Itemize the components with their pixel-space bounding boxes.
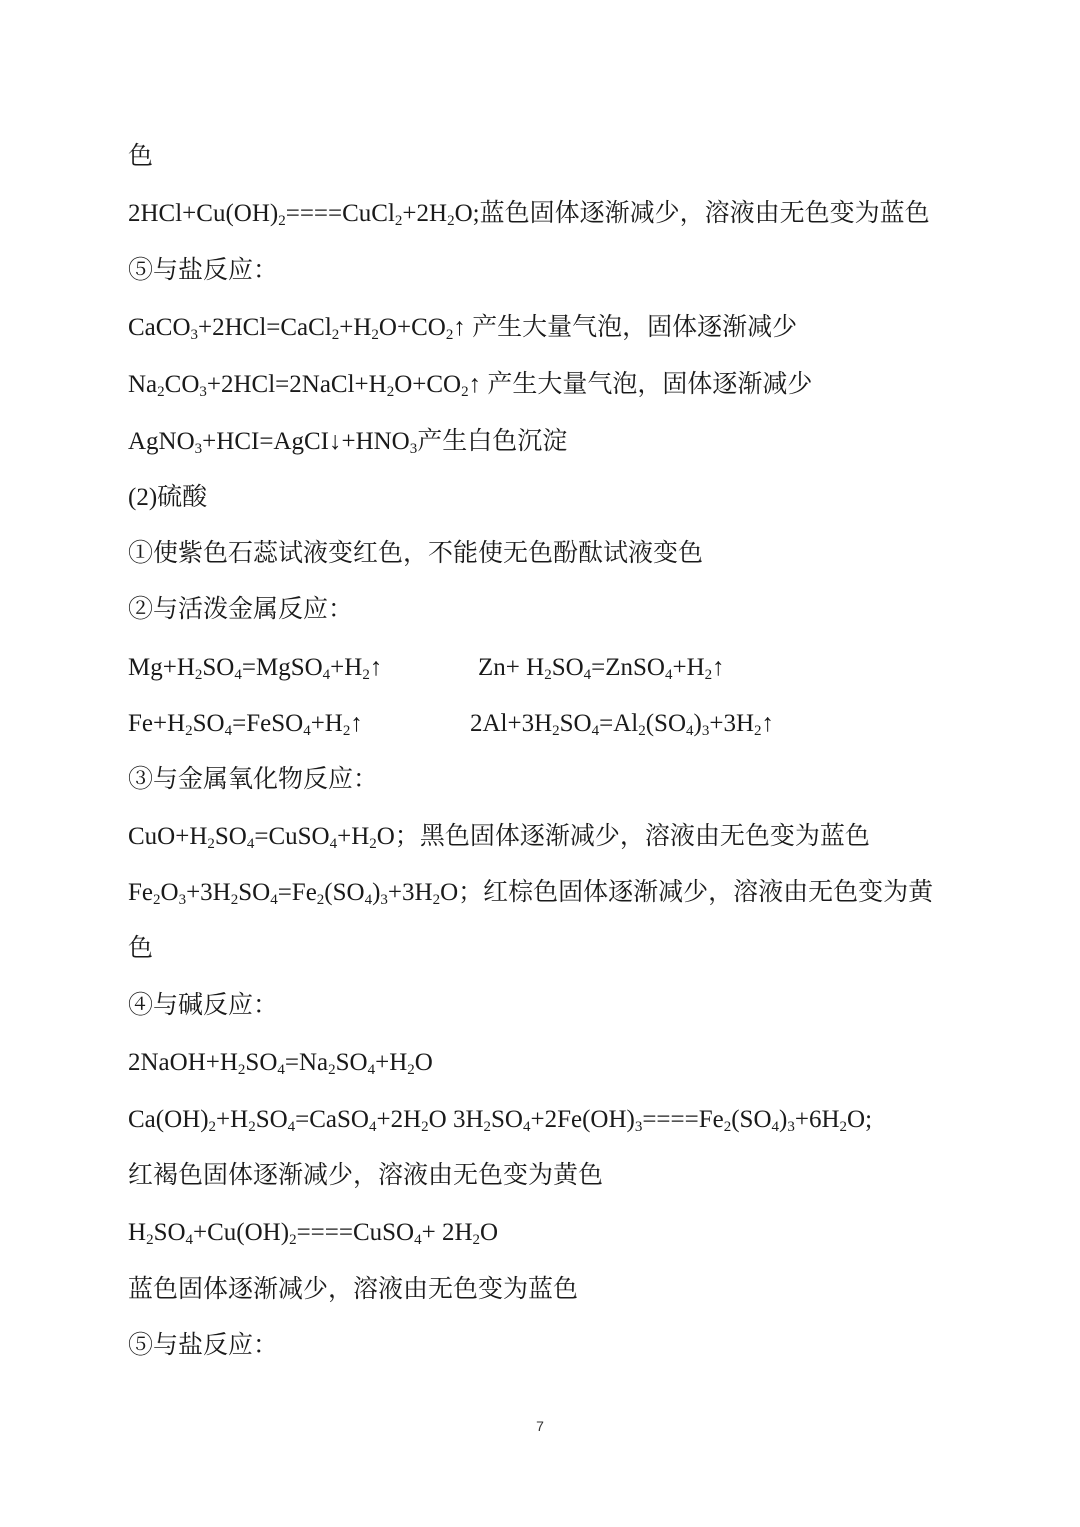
subscript: 4 <box>185 1232 194 1248</box>
heading-salt-reaction: ⑤与盐反应： <box>128 257 279 284</box>
section-sulfuric-acid: (2)硫酸 <box>128 484 208 511</box>
subscript: 3 <box>380 892 388 908</box>
equation-caco3-hcl: $CaCO_3+2HCl=CaCl_2+H_2O+CO_2↑$ 产生大量气泡，固体逐渐减少 <box>128 314 798 343</box>
formula-text: =FeSO <box>232 710 304 737</box>
subscript: 4 <box>364 892 373 908</box>
subscript: 2 <box>723 1119 732 1135</box>
subscript: 4 <box>329 836 338 852</box>
subscript: 3 <box>199 384 207 400</box>
formula-text: Fe+H <box>128 710 186 737</box>
subscript: 2 <box>544 667 552 683</box>
subscript: 2 <box>839 1119 848 1135</box>
heading-active-metal: ②与活泼金属反应： <box>128 596 354 623</box>
formula-text: ====CuCl <box>285 200 395 227</box>
subscript: 3 <box>701 723 710 739</box>
formula-text: CaCO <box>128 314 191 341</box>
formula-text: O； <box>440 879 484 906</box>
heading-salt-reaction-2: ⑤与盐反应： <box>128 1332 279 1359</box>
formula-text: =CaSO <box>295 1106 369 1133</box>
subscript: 4 <box>287 1119 296 1135</box>
formula-text: +3H <box>709 710 755 737</box>
subscript: 2 <box>472 1232 481 1248</box>
formula-text: SO <box>202 654 235 681</box>
subscript: 4 <box>368 1119 377 1135</box>
subscript: 2 <box>447 213 455 229</box>
equation-caoh2-feoh3 <box>128 1104 872 1136</box>
heading-metal-oxide: ③与金属氧化物反应： <box>128 766 379 793</box>
subscript: 2 <box>362 667 370 683</box>
subscript: 2 <box>153 892 161 908</box>
formula-text: ) <box>372 879 381 906</box>
equation-h2so4-cuoh2 <box>128 1217 498 1249</box>
formula-text: SO <box>559 710 592 737</box>
subscript: 4 <box>686 723 694 739</box>
formula-text: O; <box>847 1106 873 1133</box>
subscript: 3 <box>787 1119 795 1135</box>
formula-text: AgNO <box>128 428 195 455</box>
subscript: 4 <box>583 667 592 683</box>
formula-text: +3H <box>387 879 433 906</box>
subscript: 2 <box>371 327 379 343</box>
equation-na2co3-hcl: $Na_2CO_3+2HCl=2NaCl+H_2O+CO_2↑$ 产生大量气泡，固体逐渐减少 <box>128 371 813 400</box>
subscript: 2 <box>754 723 762 739</box>
formula-text: ↑ <box>350 710 363 737</box>
subscript: 2 <box>248 1119 256 1135</box>
subscript: 2 <box>328 1062 336 1078</box>
subscript: 2 <box>208 1119 217 1135</box>
formula-text: CO <box>164 371 200 398</box>
subscript: 2 <box>394 213 403 229</box>
formula-text: SO <box>214 823 247 850</box>
formula-text: +HCI=AgCI↓+HNO <box>202 428 410 455</box>
subscript: 2 <box>194 667 203 683</box>
formula-text: (SO <box>324 879 365 906</box>
subscript: 4 <box>303 723 311 739</box>
subscript: 3 <box>634 1119 643 1135</box>
formula-text: +2H <box>376 1106 422 1133</box>
formula-text: Fe <box>128 879 153 906</box>
formula-text: O 3H <box>428 1106 484 1133</box>
text-red-brown: 红褐色固体逐渐减少，溶液由无色变为黄色 <box>128 1162 604 1189</box>
subscript: 4 <box>246 836 255 852</box>
subscript: 2 <box>230 892 239 908</box>
subscript: 2 <box>704 667 713 683</box>
subscript: 2 <box>638 723 646 739</box>
formula-text: O <box>414 1049 433 1076</box>
formula-text: SO <box>335 1049 368 1076</box>
formula-text: Zn+ H <box>478 654 545 681</box>
formula-text: + 2H <box>421 1219 473 1246</box>
subscript: 2 <box>421 1119 429 1135</box>
equation-agno3-hcl: $AgNO_3+HCI=AgCI↓+HNO_3$产生白色沉淀 <box>128 428 568 457</box>
formula-text: O+CO <box>394 371 462 398</box>
equation-fe-h2so4 <box>128 708 363 740</box>
formula-text: 2HCl+Cu(OH) <box>128 200 279 227</box>
subscript: 3 <box>178 892 187 908</box>
formula-text: ↑ <box>369 654 383 681</box>
subscript: 2 <box>432 892 441 908</box>
formula-text: SO <box>153 1219 186 1246</box>
formula-text: +2H <box>402 200 448 227</box>
formula-text: +2HCl=CaCl <box>198 314 332 341</box>
formula-text: =Na <box>284 1049 329 1076</box>
formula-text: ↑ <box>453 314 466 341</box>
formula-text: ↑ <box>761 710 775 737</box>
formula-text: +2Fe(OH) <box>530 1106 635 1133</box>
formula-text: ↑ <box>468 371 482 398</box>
heading-base-reaction: ④与碱反应： <box>128 992 279 1019</box>
subscript: 2 <box>207 836 215 852</box>
formula-text: +H <box>337 823 370 850</box>
subscript: 2 <box>407 1062 415 1078</box>
subscript: 2 <box>185 723 193 739</box>
formula-text: +H <box>216 1106 249 1133</box>
formula-text: O; <box>454 200 480 227</box>
subscript: 4 <box>322 667 331 683</box>
formula-text: 2NaOH+H <box>128 1049 238 1076</box>
subscript: 2 <box>445 327 454 343</box>
equation-naoh-h2so4 <box>128 1047 433 1079</box>
formula-text: SO <box>192 710 225 737</box>
formula-text: SO <box>238 879 271 906</box>
formula-text: +Cu(OH) <box>193 1219 290 1246</box>
formula-text: SO <box>551 654 584 681</box>
subscript: 4 <box>414 1232 422 1248</box>
formula-text: +H <box>375 1049 408 1076</box>
formula-text: +2HCl=2NaCl+H <box>206 371 387 398</box>
subscript: 4 <box>270 892 278 908</box>
equation-al-h2so4 <box>470 708 774 740</box>
formula-text: O <box>480 1219 499 1246</box>
formula-text: O； <box>376 823 420 850</box>
formula-text: SO <box>491 1106 523 1133</box>
formula-text: (SO <box>645 710 687 737</box>
formula-text: ) <box>779 1106 788 1133</box>
subscript: 2 <box>146 1232 154 1248</box>
subscript: 2 <box>278 213 286 229</box>
equation-cuo-h2so4: $CuO+H_2SO_4=CuSO_4+H_2O$；黑色固体逐渐减少，溶液由无色变为蓝色 <box>128 823 870 852</box>
formula-text: O+CO <box>378 314 446 341</box>
subscript: 2 <box>331 327 340 343</box>
subscript: 2 <box>342 723 351 739</box>
text-line-color: 色 <box>128 935 154 962</box>
subscript: 2 <box>369 836 377 852</box>
equation-hcl-cuoh2: $2HCl+Cu(OH)_2====CuCl_2+2H_2O$;蓝色固体逐渐减少，溶液由无色变为蓝色 <box>128 200 930 229</box>
subscript: 4 <box>591 723 600 739</box>
subscript: 4 <box>664 667 673 683</box>
subscript: 2 <box>552 723 560 739</box>
formula-text: SO <box>245 1049 278 1076</box>
subscript: 4 <box>367 1062 376 1078</box>
formula-text: Na <box>128 371 158 398</box>
subscript: 4 <box>771 1119 780 1135</box>
formula-text: ↑ <box>712 654 725 681</box>
formula-text: Ca(OH) <box>128 1106 209 1133</box>
formula-text: H <box>128 1219 147 1246</box>
subscript: 4 <box>522 1119 531 1135</box>
formula-text: =MgSO <box>241 654 323 681</box>
subscript: 3 <box>409 441 418 457</box>
subscript: 2 <box>386 384 395 400</box>
formula-text: CuO+H <box>128 823 208 850</box>
formula-text: +H <box>330 654 363 681</box>
formula-text: 2Al+3H <box>470 710 553 737</box>
formula-text: =ZnSO <box>591 654 665 681</box>
formula-text: =Fe <box>277 879 317 906</box>
subscript: 3 <box>190 327 198 343</box>
subscript: 2 <box>316 892 325 908</box>
subscript: 2 <box>461 384 469 400</box>
formula-text: +6H <box>794 1106 840 1133</box>
text-line-1: 色 <box>128 143 154 170</box>
formula-text: ====Fe <box>642 1106 724 1133</box>
formula-text: +H <box>339 314 372 341</box>
formula-text: ) <box>693 710 702 737</box>
subscript: 2 <box>483 1119 491 1135</box>
text-litmus: ①使紫色石蕊试液变红色，不能使无色酚酞试液变色 <box>128 540 704 567</box>
subscript: 2 <box>289 1232 297 1248</box>
formula-text: SO <box>255 1106 288 1133</box>
formula-text: O <box>160 879 179 906</box>
text-blue-solid: 蓝色固体逐渐减少，溶液由无色变为蓝色 <box>128 1276 579 1303</box>
equation-fe2o3-h2so4: $Fe_2O_3+3H_2SO_4=Fe_2(SO_4)_3+3H_2O$；红棕色固体逐渐减少，溶液由无色变为黄 <box>128 879 934 908</box>
subscript: 4 <box>277 1062 285 1078</box>
page-number: 7 <box>536 1418 544 1434</box>
subscript: 2 <box>237 1062 246 1078</box>
formula-text: ====CuSO <box>296 1219 415 1246</box>
formula-text: Mg+H <box>128 654 195 681</box>
equation-zn-h2so4 <box>478 652 725 684</box>
equation-mg-h2so4 <box>128 652 382 684</box>
subscript: 3 <box>194 441 203 457</box>
formula-text: =Al <box>599 710 639 737</box>
subscript: 4 <box>224 723 233 739</box>
formula-text: (SO <box>731 1106 772 1133</box>
formula-text: +H <box>672 654 705 681</box>
subscript: 2 <box>157 384 165 400</box>
formula-text: =CuSO <box>254 823 330 850</box>
formula-text: +3H <box>186 879 231 906</box>
formula-text: +H <box>310 710 343 737</box>
subscript: 4 <box>234 667 242 683</box>
